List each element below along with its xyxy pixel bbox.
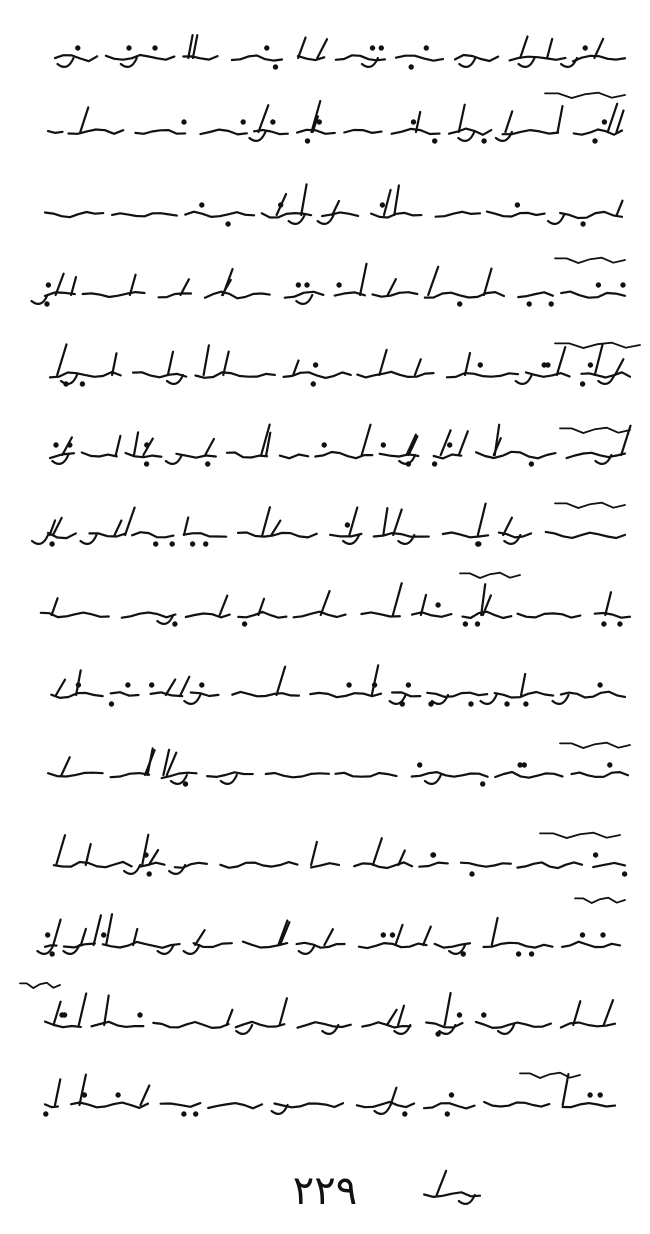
marginal-annotation [560,428,630,433]
marginal-annotation [545,93,625,98]
handwritten-line [45,184,623,225]
handwritten-line [44,1074,615,1116]
handwritten-line [32,504,625,546]
marginal-annotation [540,833,620,838]
marginal-annotation [575,898,625,903]
page-number: ٢٢٩ [292,1168,358,1214]
handwritten-line [424,1171,480,1204]
marginal-annotation [520,1073,580,1078]
marginal-annotation [555,343,640,348]
handwritten-line [48,101,624,143]
handwritten-line [54,835,626,876]
handwritten-line [55,35,625,69]
marginal-annotation [20,983,60,988]
handwritten-line [37,914,620,955]
handwritten-line [41,583,630,625]
marginal-annotation [555,503,625,508]
handwritten-line [48,748,628,785]
handwritten-line [51,665,625,705]
marginal-annotation [555,258,625,263]
marginal-annotation [460,573,520,578]
handwritten-line [45,993,615,1036]
handwritten-line [50,344,630,385]
handwritten-line [32,264,626,306]
handwritten-line [50,425,631,466]
marginal-annotation [560,743,630,748]
